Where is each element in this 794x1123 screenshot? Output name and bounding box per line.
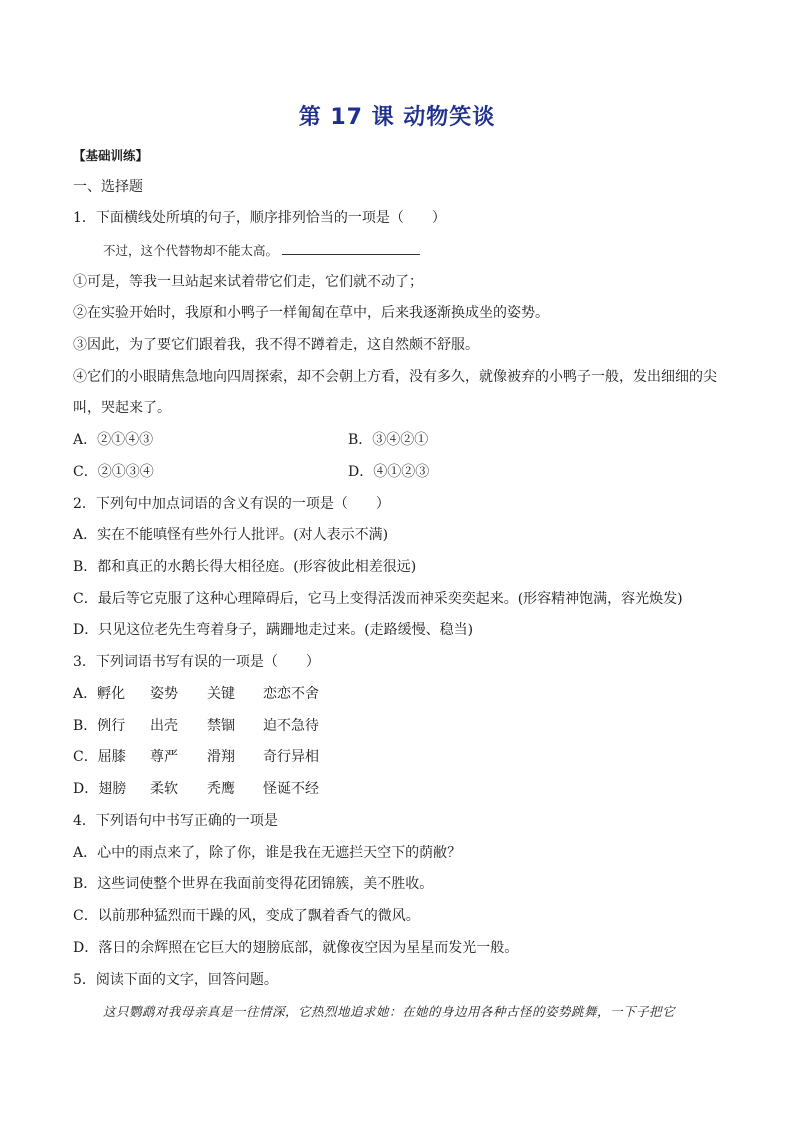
- q2-option-a: A．实在不能嗔怪有些外行人批评。(对人表示不满): [73, 527, 389, 543]
- sentence-3: ③因此，为了要它们跟着我，我不得不蹲着走，这自然颇不舒服。: [73, 337, 479, 353]
- option-a: A．②①④③: [73, 432, 154, 448]
- question-1-quote: [103, 240, 420, 261]
- q4-option-b: B．这些词使整个世界在我面前变得花团锦簇，美不胜收。: [73, 876, 434, 892]
- question-2-stem: 2．下列句中加点词语的含义有误的一项是（ ）: [73, 496, 390, 512]
- sentence-4: ④它们的小眼睛焦急地向四周探索，却不会朝上方看，没有多久，就像被弃的小鸭子一般，发出细细的尖: [73, 369, 717, 385]
- word: 出壳: [150, 718, 178, 734]
- sentence-1: ①可是，等我一旦站起来试着带它们走，它们就不动了；: [73, 274, 423, 290]
- word: 迫不急待: [263, 718, 319, 734]
- reading-passage: 这只鹦鹉对我母亲真是一往情深，它热烈地追求她：在她的身边用各种古怪的姿势跳舞，一下子把它: [103, 1004, 676, 1019]
- sentence-4-cont: 叫，哭起来了。: [73, 400, 171, 416]
- option-d: D．④①②③: [348, 464, 430, 480]
- word: A．孵化: [73, 686, 126, 702]
- q4-option-d: D．落日的余辉照在它巨大的翅膀底部，就像夜空因为星星而发光一般。: [73, 940, 519, 956]
- word: 秃鹰: [207, 781, 235, 797]
- q4-option-a: A．心中的雨点来了，除了你，谁是我在无遮拦天空下的荫敝？: [73, 845, 462, 861]
- word: 尊严: [150, 749, 178, 765]
- option-c: C．②①③④: [73, 464, 154, 480]
- word: 滑翔: [207, 749, 235, 765]
- word: 奇行异相: [263, 749, 319, 765]
- q2-option-b: B．都和真正的水鹅长得大相径庭。(形容彼此相差很远): [73, 559, 417, 575]
- word: 柔软: [150, 781, 178, 797]
- answer-blank: [282, 240, 420, 255]
- word: 关键: [207, 686, 235, 702]
- option-b: B．③④②①: [348, 432, 429, 448]
- question-1-stem: 1．下面横线处所填的句子，顺序排列恰当的一项是（ ）: [73, 210, 446, 226]
- word: 恋恋不舍: [263, 686, 319, 702]
- word: 怪诞不经: [263, 781, 319, 797]
- word: D．翅膀: [73, 781, 127, 797]
- question-4-stem: 4．下列语句中书写正确的一项是: [73, 813, 278, 829]
- word: B．例行: [73, 718, 126, 734]
- word: C．屈膝: [73, 749, 126, 765]
- word: 姿势: [150, 686, 178, 702]
- question-5-stem: 5．阅读下面的文字，回答问题。: [73, 972, 278, 988]
- lesson-title: 第 17 课 动物笑谈: [298, 105, 496, 130]
- q4-option-c: C．以前那种猛烈而干躁的风，变成了飘着香气的微风。: [73, 908, 420, 924]
- section-heading: 【基础训练】: [73, 148, 149, 163]
- quote-text: 不过，这个代替物却不能太高。: [103, 243, 279, 258]
- sentence-2: ②在实验开始时，我原和小鸭子一样匍匐在草中，后来我逐渐换成坐的姿势。: [73, 305, 549, 321]
- q2-option-c: C．最后等它克服了这种心理障碍后，它马上变得活泼而神采奕奕起来。(形容精神饱满，容光焕发): [73, 591, 683, 607]
- word: 禁锢: [207, 718, 235, 734]
- question-3-stem: 3．下列词语书写有误的一项是（ ）: [73, 654, 320, 670]
- q2-option-d: D．只见这位老先生弯着身子，蹒跚地走过来。(走路缓慢、稳当): [73, 622, 474, 638]
- part-heading: 一、选择题: [73, 179, 143, 195]
